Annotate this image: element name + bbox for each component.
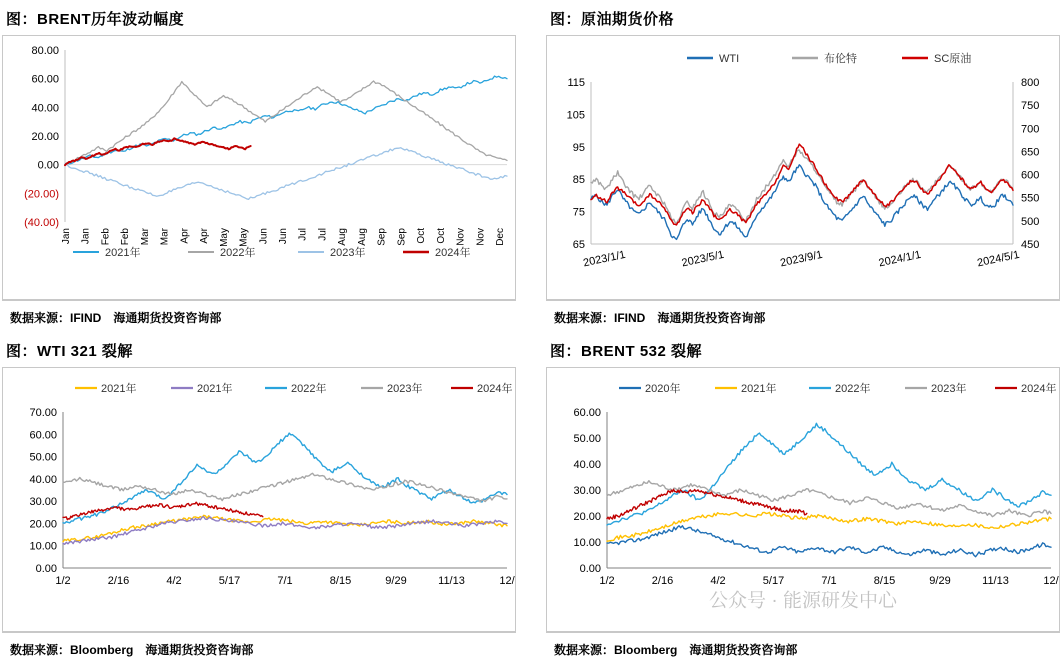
- series-line: [591, 144, 1013, 225]
- x-axis-tick: 2023/5/1: [680, 248, 726, 270]
- y-axis-right-tick: 550: [1021, 192, 1040, 205]
- legend-label: 2024年: [477, 383, 513, 395]
- y-axis-right-tick: 650: [1021, 146, 1040, 159]
- y-axis-left-tick: 95: [572, 141, 585, 154]
- y-axis-tick: (40.00): [24, 217, 59, 229]
- legend-label: 2021年: [197, 383, 233, 395]
- y-axis-tick: 50.00: [29, 451, 57, 464]
- chart-svg: [547, 36, 1061, 284]
- x-axis-tick: 4/2: [710, 575, 726, 587]
- x-axis-tick: Sep: [376, 228, 388, 246]
- chart-brent-532-crack: [546, 367, 1060, 632]
- legend-label: 2021年: [741, 383, 777, 395]
- x-axis-tick: Jan: [80, 228, 92, 245]
- x-axis-tick: Mar: [139, 228, 151, 246]
- x-axis-tick: Aug: [356, 228, 368, 246]
- x-axis-tick: 2023/9/1: [779, 248, 824, 270]
- x-axis-tick: 7/1: [277, 575, 293, 587]
- legend-label: 布伦特: [824, 53, 857, 65]
- y-axis-left-tick: 75: [572, 206, 585, 219]
- y-axis-tick: 20.00: [573, 511, 601, 523]
- y-axis-tick: 40.00: [31, 102, 59, 115]
- x-axis-tick: 9/29: [385, 575, 407, 587]
- y-axis-tick: 10.00: [29, 540, 57, 553]
- x-axis-tick: 1/2: [55, 575, 71, 587]
- x-axis-tick: 2/16: [107, 575, 130, 587]
- x-axis-tick: 12/: [1043, 575, 1059, 587]
- chart-svg: [547, 368, 1061, 616]
- y-axis-tick: 40.00: [29, 473, 57, 486]
- legend-label: 2020年: [645, 383, 681, 395]
- x-axis-tick: May: [238, 228, 250, 247]
- source-label: 数据来源：: [10, 643, 71, 657]
- y-axis-tick: 60.00: [31, 73, 59, 86]
- x-axis-tick: 5/17: [218, 575, 241, 587]
- x-axis-tick: Nov: [475, 228, 487, 246]
- y-axis-tick: 60.00: [573, 407, 601, 419]
- series-line: [63, 502, 263, 520]
- source-value: Bloomberg 海通期货投资咨询部: [70, 643, 254, 657]
- series-line: [607, 423, 1051, 525]
- x-axis-tick: Mar: [159, 228, 171, 246]
- x-axis-tick: Nov: [455, 228, 467, 246]
- x-axis-tick: Feb: [120, 228, 132, 246]
- x-axis-tick: 8/15: [329, 575, 352, 587]
- legend-label: 2023年: [387, 383, 423, 395]
- y-axis-tick: 20.00: [31, 131, 59, 143]
- chart-source: [546, 300, 1060, 332]
- series-line: [63, 473, 507, 502]
- source-value: IFIND 海通期货投资咨询部: [614, 311, 766, 325]
- x-axis-tick: 4/2: [166, 575, 182, 587]
- y-axis-right-tick: 500: [1021, 215, 1040, 228]
- x-axis-tick: Jul: [317, 228, 329, 241]
- y-axis-tick: 40.00: [573, 459, 601, 471]
- chart-source: [2, 300, 516, 332]
- panel-wti-321-crack: [0, 332, 518, 664]
- legend-label: 2022年: [291, 383, 327, 395]
- x-axis-tick: Oct: [416, 228, 428, 244]
- x-axis-tick: 5/17: [762, 575, 785, 587]
- legend-label: 2022年: [220, 247, 256, 259]
- legend-label: SC原油: [934, 53, 972, 65]
- y-axis-tick: 60.00: [29, 429, 57, 442]
- watermark: 公众号 · 能源研发中心: [709, 590, 897, 612]
- series-line: [591, 150, 1013, 223]
- chart-wti-321-crack: [2, 367, 516, 632]
- series-line: [65, 138, 251, 165]
- legend-label: 2023年: [931, 383, 967, 395]
- y-axis-right-tick: 800: [1021, 77, 1040, 89]
- panel-brent-volatility: [0, 0, 518, 332]
- chart-svg: [3, 368, 517, 616]
- y-axis-tick: 30.00: [573, 485, 601, 497]
- x-axis-tick: 2024/1/1: [877, 248, 923, 270]
- source-value: Bloomberg 海通期货投资咨询部: [614, 643, 798, 657]
- legend-label: 2024年: [435, 247, 471, 259]
- chart-crude-futures-price: [546, 35, 1060, 300]
- series-line: [65, 81, 507, 166]
- panel-title: 图：WTI 321 裂解: [6, 343, 133, 360]
- series-line: [65, 148, 507, 200]
- legend-label: 2021年: [101, 383, 137, 395]
- y-axis-tick: 0.00: [37, 159, 59, 172]
- y-axis-tick: 30.00: [29, 496, 57, 509]
- chart-brent-volatility: [2, 35, 516, 300]
- panel-title: 图：原油期货价格: [550, 11, 675, 28]
- x-axis-tick: 8/15: [873, 575, 896, 587]
- x-axis-tick: 2023/1/1: [582, 248, 627, 270]
- y-axis-tick: 10.00: [573, 537, 601, 549]
- x-axis-tick: 11/13: [982, 575, 1009, 587]
- legend-label: 2024年: [1021, 383, 1057, 395]
- series-line: [63, 515, 507, 541]
- panel-brent-532-crack: [544, 332, 1062, 664]
- source-value: IFIND 海通期货投资咨询部: [70, 311, 222, 325]
- chart-source: [546, 632, 1060, 664]
- source-label: 数据来源：: [10, 311, 71, 325]
- x-axis-tick: Jul: [297, 228, 309, 241]
- source-label: 数据来源：: [554, 311, 615, 325]
- x-axis-tick: Aug: [337, 228, 349, 246]
- y-axis-tick: 0.00: [579, 563, 601, 575]
- source-label: 数据来源：: [554, 643, 615, 657]
- series-line: [607, 526, 1051, 557]
- x-axis-tick: Oct: [435, 228, 447, 244]
- series-line: [65, 76, 507, 164]
- x-axis-tick: 7/1: [821, 575, 837, 587]
- series-line: [607, 481, 1051, 517]
- y-axis-left-tick: 85: [572, 174, 585, 187]
- y-axis-right-tick: 700: [1021, 123, 1040, 136]
- y-axis-tick: 70.00: [29, 407, 57, 419]
- x-axis-tick: Jun: [258, 228, 270, 245]
- y-axis-left-tick: 115: [567, 77, 585, 89]
- y-axis-tick: 80.00: [31, 45, 59, 57]
- x-axis-tick: Jan: [61, 228, 72, 245]
- panel-title: 图：BRENT 532 裂解: [550, 343, 703, 360]
- legend-label: 2023年: [330, 247, 366, 259]
- y-axis-tick: 20.00: [29, 518, 57, 531]
- x-axis-tick: 11/13: [438, 575, 465, 587]
- series-line: [591, 165, 1013, 240]
- panel-title: 图：BRENT历年波动幅度: [6, 11, 185, 28]
- y-axis-tick: 50.00: [573, 433, 601, 445]
- x-axis-tick: 1/2: [599, 575, 615, 587]
- x-axis-tick: May: [218, 228, 230, 247]
- y-axis-right-tick: 750: [1021, 100, 1040, 113]
- panel-crude-futures-price: [544, 0, 1062, 332]
- x-axis-tick: 12/: [499, 575, 515, 587]
- y-axis-tick: 0.00: [35, 563, 57, 575]
- chart-source: [2, 632, 516, 664]
- x-axis-tick: Sep: [396, 228, 408, 246]
- y-axis-left-tick: 105: [566, 109, 585, 122]
- x-axis-tick: Dec: [495, 228, 506, 246]
- legend-label: 2021年: [105, 247, 141, 259]
- x-axis-tick: Apr: [199, 228, 211, 244]
- legend-label: 2022年: [835, 383, 871, 395]
- chart-svg: [3, 36, 517, 284]
- y-axis-right-tick: 450: [1021, 239, 1040, 251]
- y-axis-right-tick: 600: [1021, 169, 1040, 182]
- x-axis-tick: 2024/5/1: [976, 248, 1021, 270]
- x-axis-tick: Apr: [179, 228, 191, 244]
- legend-label: WTI: [719, 53, 740, 65]
- y-axis-tick: (20.00): [24, 188, 59, 201]
- x-axis-tick: 2/16: [651, 575, 674, 587]
- y-axis-left-tick: 65: [572, 239, 585, 251]
- x-axis-tick: Feb: [100, 228, 112, 246]
- x-axis-tick: 9/29: [929, 575, 951, 587]
- x-axis-tick: Jun: [278, 228, 289, 245]
